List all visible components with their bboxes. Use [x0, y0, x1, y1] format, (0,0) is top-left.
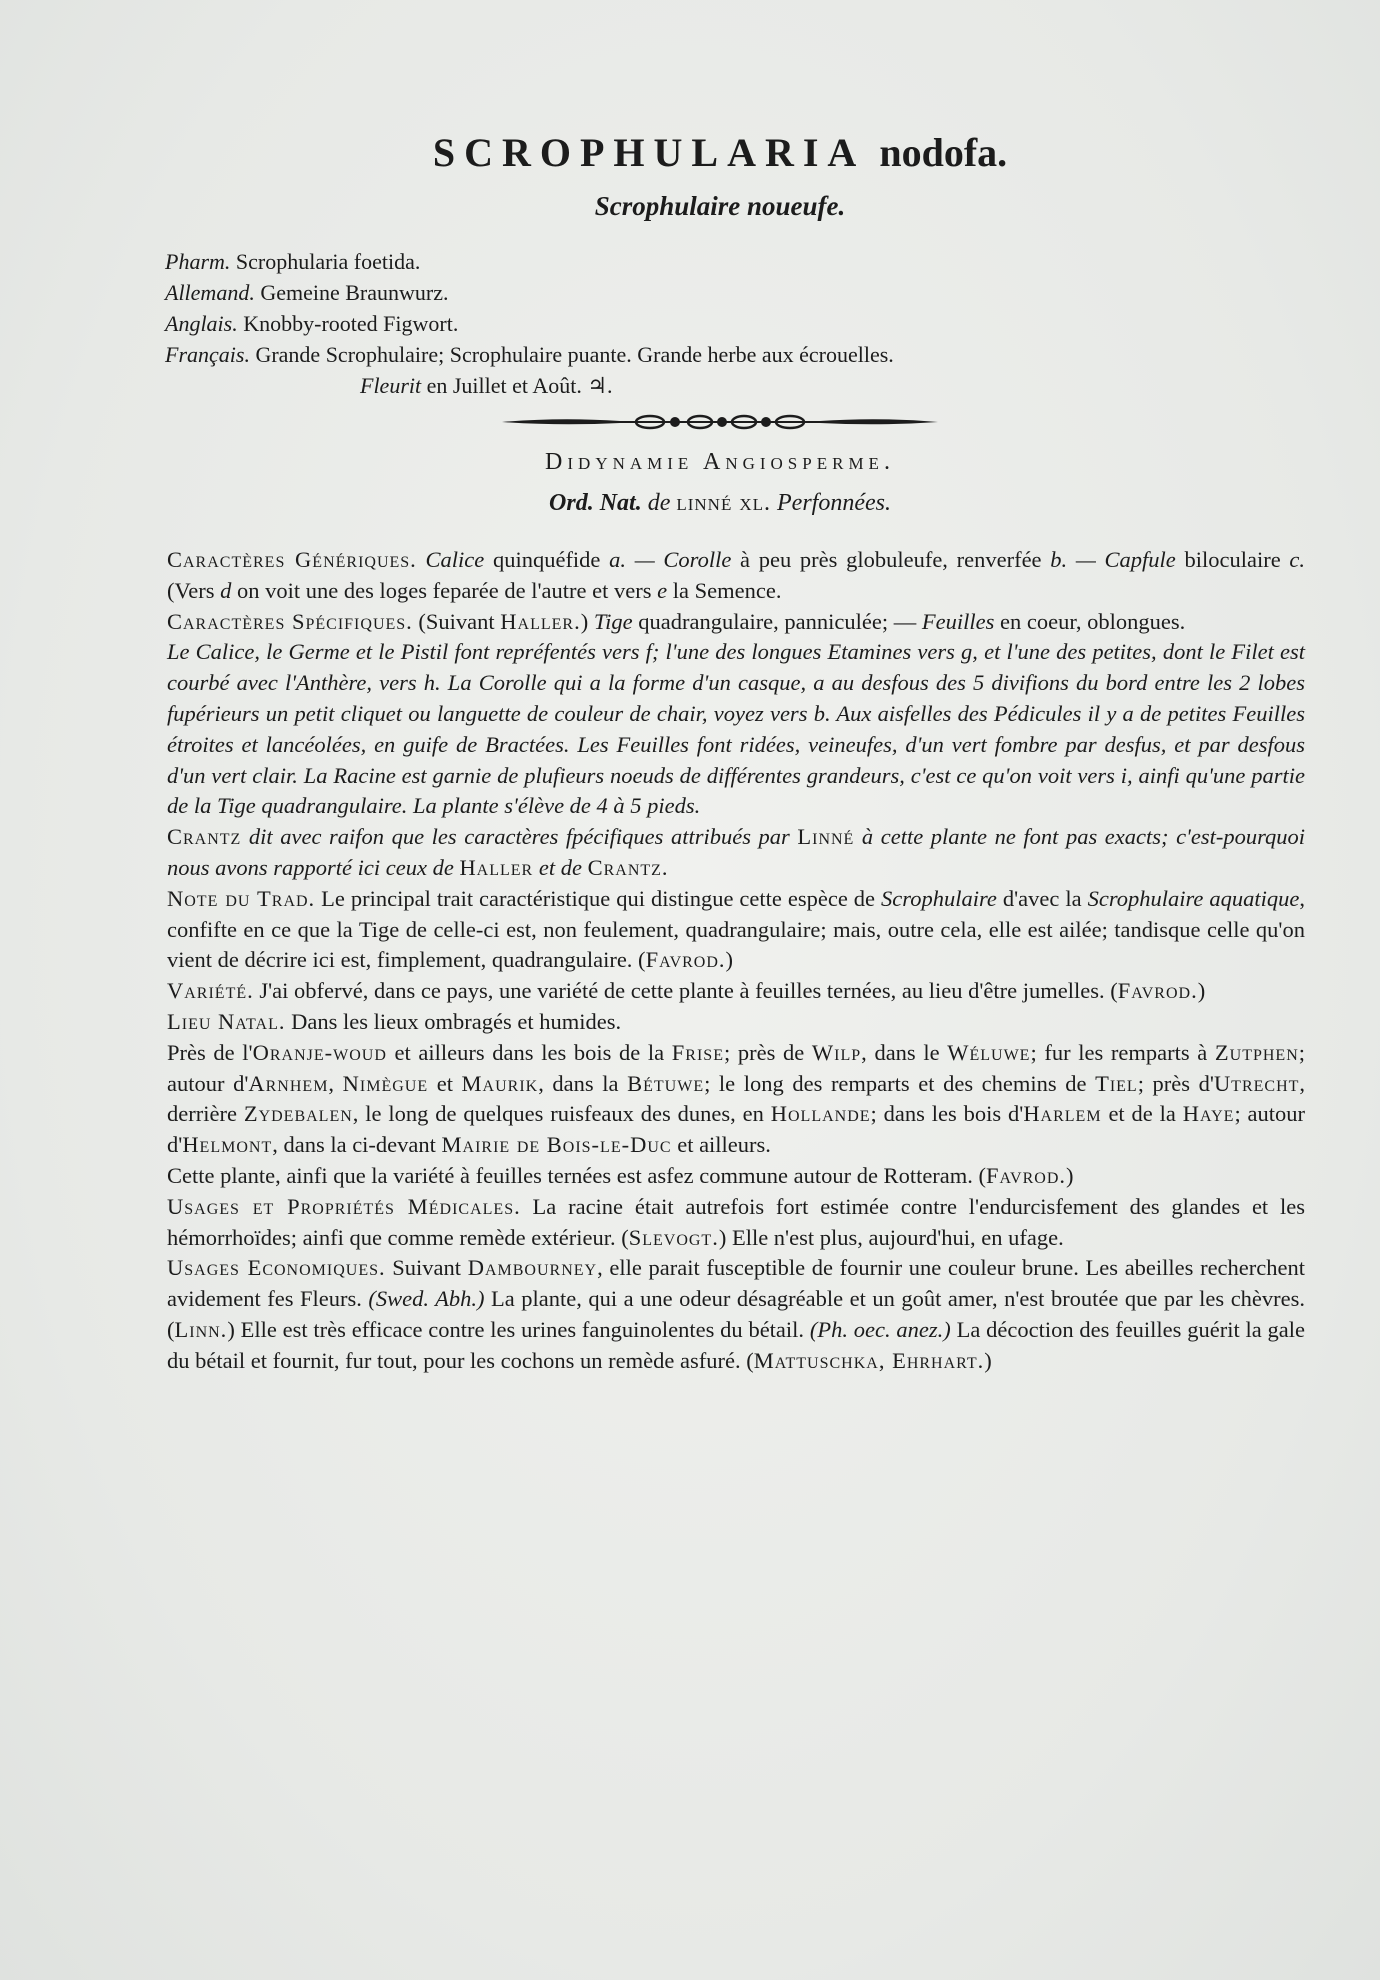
paragraph-economic-uses: Usages Economiques. Suivant Dambourney, elle parait fusceptible de fournir une couleur brune. Les abeilles recherchent avidement fes Fleurs. (Swed. Abh.) La plante, qui a une odeur désagréable et un goût amer, n'est broutée que par les chèvres. (Linn.) Elle est très efficace contre les urines fanguinolentes du bétail. (Ph. oec. anez.) La décoction des feuilles guérit la gale du bétail et fournit, fur tout, pour les cochons un remède asfuré. (Mattuschka, Ehrhart.)	[167, 1255, 1306, 1373]
paragraph-illustration-description: Le Calice, le Germe et le Pistil font repréfentés vers f; l'une des longues Etamines vers g, et l'une des petites, dont le Filet est courbé avec l'Anthère, vers h. La Corolle qui a la forme d'un casque, a au desfous des 5 divifions du bord entre les 2 lobes fupérieurs un petit cliquet ou languette de couleur de chair, voyez vers b. Aux aisfelles des Pédicules il y a de petites Feuilles étroites et lancéolées, en guife de Bractées. Les Feuilles font ridées, veineufes, d'un vert fombre par desfus, et par desfous d'un vert clair. La Racine est garnie de plufieurs noeuds de différentes grandeurs, c'est ce qu'on voit vers i, ainfi qu'une partie de la Tige quadrangulaire. La plante s'élève de 4 à 5 pieds.	[167, 639, 1305, 819]
french-name: Scrophulaire noueufe.	[594, 191, 846, 221]
paragraph-generic-characters: Caractères Génériques. Calice quinquéfide a. — Corolle à peu près globuleufe, renverfée b. — Capfule biloculaire c. (Vers d on voit une des loges feparée de l'autre et vers e la Semence.	[167, 547, 1306, 603]
paragraph-crantz: Crantz dit avec raifon que les caractères fpécifiques attribués par Linné à cette plante ne font pas exacts; c'est-pourquoi nous avons rapporté ici ceux de Haller et de Crantz.	[167, 824, 1306, 880]
content	[135, 128, 1305, 1377]
flowering-time: Fleurit en Juillet et Août. ♃.	[360, 373, 613, 398]
name-line-pharm: Pharm. Scrophularia foetida.	[165, 249, 421, 274]
page-title	[135, 128, 1305, 178]
paragraph-rotterdam: Cette plante, ainfi que la variété à feuilles ternées est asfez commune autour de Rotteram. (Favrod.)	[167, 1162, 1074, 1188]
name-line-allemand: Allemand. Gemeine Braunwurz.	[165, 280, 449, 305]
paragraph-medical-uses: Usages et Propriétés Médicales. La racine était autrefois fort estimée contre l'endurcisfement des glandes et les hémorrhoïdes; ainfi que comme remède extérieur. (Slevogt.) Elle n'est plus, aujourd'hui, en ufage.	[167, 1193, 1305, 1250]
vernacular-names	[165, 246, 1305, 401]
name-line-francais: Français. Grande Scrophulaire; Scrophulaire puante. Grande herbe aux écrouelles.	[165, 342, 894, 367]
paragraph-variety: Variété. J'ai obfervé, dans ce pays, une variété de cette plante à feuilles ternées, au lieu d'être jumelles. (Favrod.)	[167, 978, 1206, 1004]
paragraph-specific-characters: Caractères Spécifiques. (Suivant Haller.) Tige quadrangulaire, panniculée; — Feuilles en coeur, oblongues.	[167, 608, 1186, 634]
ornament-divider	[500, 413, 940, 431]
linnaean-class: Didynamie Angiosperme.	[545, 449, 895, 475]
description-body	[135, 545, 1305, 1377]
species-name: nodofa.	[879, 130, 1008, 175]
genus-name: SCROPHULARIA	[432, 130, 866, 175]
paragraph-habitat: Lieu Natal. Dans les lieux ombragés et humides.	[167, 1008, 622, 1034]
paragraph-localities: Près de l'Oranje-woud et ailleurs dans les bois de la Frise; près de Wilp, dans le Wéluwe; fur les remparts à Zutphen; autour d'Arnhem, Nimègue et Maurik, dans la Bétuwe; le long des remparts et des chemins de Tiel; près d'Utrecht, derrière Zydebalen, le long de quelques ruisfeaux des dunes, en Hollande; dans les bois d'Harlem et de la Haye; autour d'Helmont, dans la ci-devant Mairie de Bois-le-Duc et ailleurs.	[167, 1039, 1306, 1158]
natural-order: Ord. Nat. de linné xl. Perfonnées.	[549, 490, 891, 516]
paragraph-translator-note: Note du Trad. Le principal trait caractéristique qui distingue cette espèce de Scrophulaire d'avec la Scrophulaire aquatique, confifte en ce que la Tige de celle-ci est, non feulement, quadrangulaire; mais, outre cela, elle est ailée; tandisque celle qu'on vient de décrire ici est, fimplement, quadrangulaire. (Favrod.)	[167, 885, 1305, 973]
name-line-anglais: Anglais. Knobby-rooted Figwort.	[165, 311, 459, 336]
